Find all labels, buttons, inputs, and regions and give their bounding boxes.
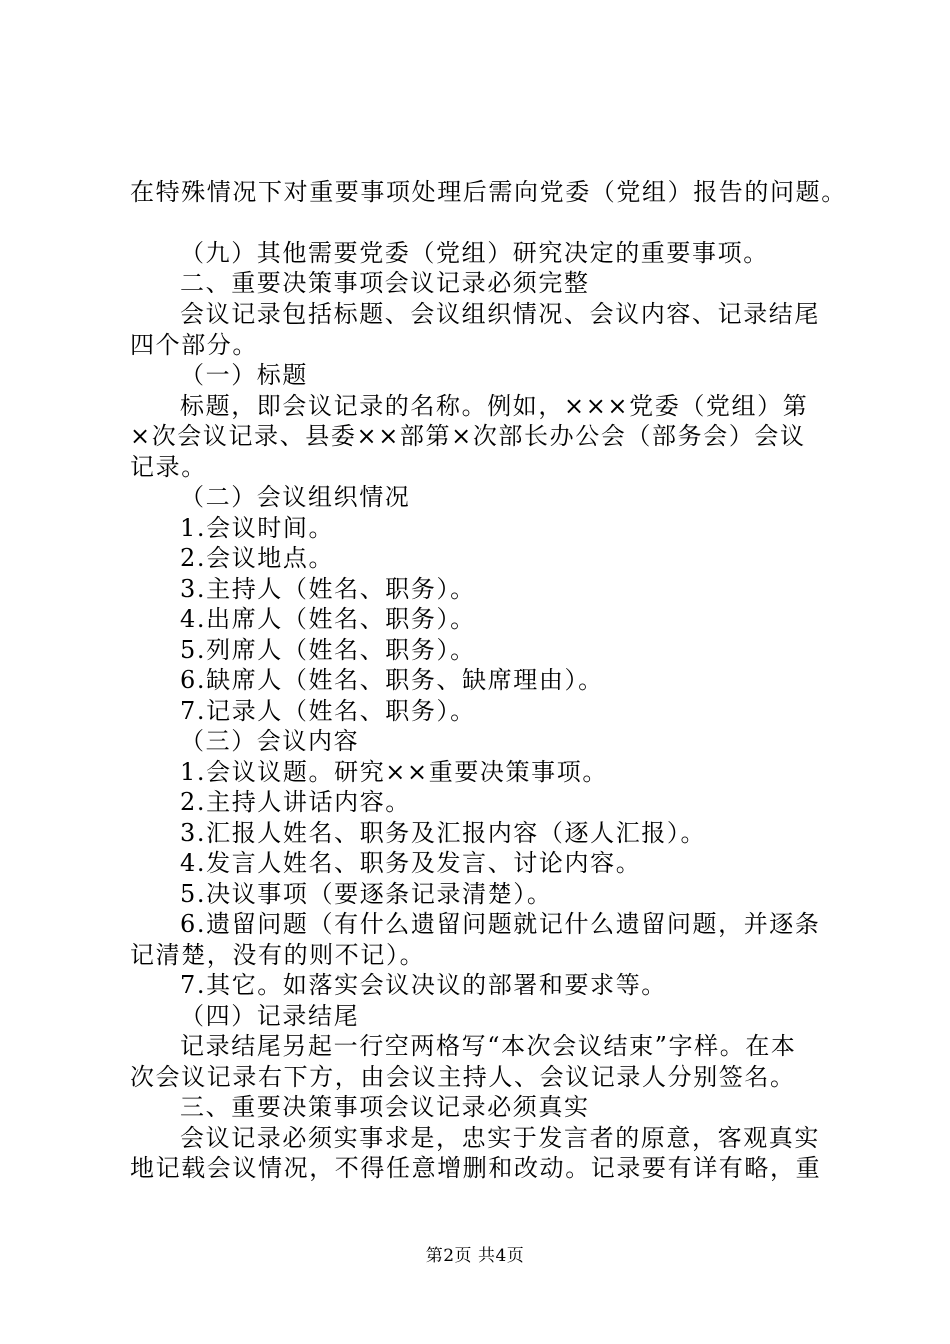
paragraph-line: 会议记录必须实事求是，忠实于发言者的原意，客观真实 (180, 1124, 820, 1152)
paragraph-line: 会议记录包括标题、会议组织情况、会议内容、记录结尾 (180, 300, 820, 328)
list-item: 2.主持人讲话内容。 (180, 788, 411, 816)
list-item: 7.其它。如落实会议决议的部署和要求等。 (180, 971, 667, 999)
subsection-heading: （三）会议内容 (180, 727, 360, 755)
list-item: 7.记录人（姓名、职务）。 (180, 697, 476, 725)
list-item: 1.会议议题。研究××重要决策事项。 (180, 758, 608, 786)
paragraph-line: 记录结尾另起一行空两格写“本次会议结束”字样。在本 (180, 1032, 797, 1060)
list-item: 2.会议地点。 (180, 544, 335, 572)
list-item: 6.缺席人（姓名、职务、缺席理由）。 (180, 666, 604, 694)
paragraph-line: （九）其他需要党委（党组）研究决定的重要事项。 (180, 239, 769, 267)
list-item: 记清楚，没有的则不记）。 (130, 941, 426, 969)
list-item: 4.发言人姓名、职务及发言、讨论内容。 (180, 849, 642, 877)
subsection-heading: （二）会议组织情况 (180, 483, 411, 511)
paragraph-line: ×次会议记录、县委××部第×次部长办公会（部务会）会议 (130, 422, 806, 450)
list-item: 3.主持人（姓名、职务）。 (180, 575, 476, 603)
list-item: 1.会议时间。 (180, 514, 335, 542)
section-heading: 三、重要决策事项会议记录必须真实 (180, 1093, 590, 1121)
paragraph-line: 记录。 (130, 453, 207, 481)
list-item: 6.遗留问题（有什么遗留问题就记什么遗留问题，并逐条 (180, 910, 821, 938)
subsection-heading: （四）记录结尾 (180, 1002, 360, 1030)
page-footer: 第2页 共4页 (425, 1246, 525, 1266)
list-item: 5.决议事项（要逐条记录清楚）。 (180, 880, 553, 908)
paragraph-line: 四个部分。 (130, 331, 258, 359)
list-item: 5.列席人（姓名、职务）。 (180, 636, 476, 664)
section-heading: 二、重要决策事项会议记录必须完整 (180, 269, 590, 297)
paragraph-line: 地记载会议情况，不得任意增删和改动。记录要有详有略，重 (130, 1154, 822, 1182)
paragraph-line: 在特殊情况下对重要事项处理后需向党委（党组）报告的问题。 (130, 178, 847, 206)
paragraph-line: 次会议记录右下方，由会议主持人、会议记录人分别签名。 (130, 1063, 796, 1091)
list-item: 4.出席人（姓名、职务）。 (180, 605, 476, 633)
subsection-heading: （一）标题 (180, 361, 308, 389)
paragraph-line: 标题，即会议记录的名称。例如，×××党委（党组）第 (180, 392, 809, 420)
list-item: 3.汇报人姓名、职务及汇报内容（逐人汇报）。 (180, 819, 707, 847)
